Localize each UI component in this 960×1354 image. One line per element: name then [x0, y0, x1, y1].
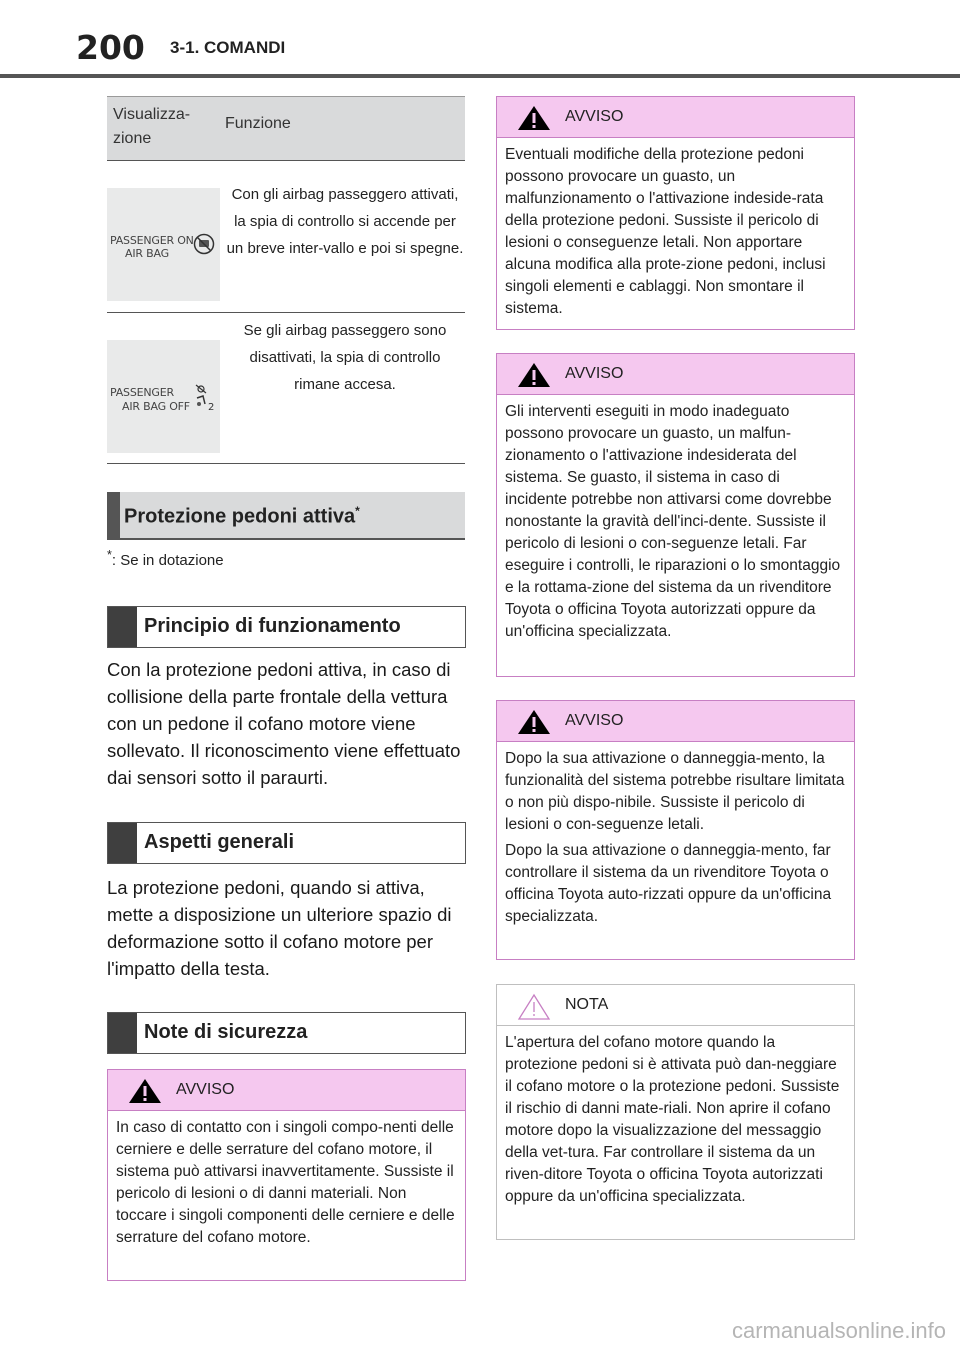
- column-header-display-text: Visualizza- zione: [113, 106, 191, 147]
- footnote: [107, 548, 224, 569]
- warning-box: [496, 700, 855, 960]
- warning-body: [497, 742, 854, 928]
- footnote-text: : Se in dotazione: [111, 552, 224, 569]
- indicator-label-line2: AIR BAG: [125, 247, 169, 260]
- section-heading: [107, 492, 465, 540]
- note-body: [497, 1026, 854, 1208]
- footnote-marker: *: [355, 504, 360, 518]
- header-rule: [0, 74, 960, 78]
- note-text: L'apertura del cofano motore quando la protezione pedoni si è attivata può dan-neggiare il cofano motore o la protezione pedoni. Sussiste il rischio di danni mate-riali. Non aprire il cofano motore dopo la visualizzazione del messaggio della vet-tura. Far controllare il sistema da un riven-ditore Toyota o officina Toyota autorizzati oppure da un'officina specializzata.: [505, 1034, 840, 1205]
- watermark: carmanualsonline.info: [731, 1318, 946, 1343]
- subheading-general: [107, 822, 466, 864]
- table-row: [107, 161, 465, 313]
- row-description: Se gli airbag passeggero sono disattivati, la spia di controllo rimane accesa.: [243, 322, 447, 393]
- page-header: [0, 0, 960, 78]
- heading-bar: [108, 823, 137, 863]
- column-header-function: Funzione: [225, 115, 291, 132]
- note-label: NOTA: [565, 996, 609, 1013]
- page-number: 200: [76, 28, 145, 67]
- warning-body: [497, 395, 854, 643]
- subheading-title: Note di sicurezza: [144, 1021, 308, 1043]
- warning-text: Eventuali modifiche della protezione pedoni possono provocare un guasto, un malfunzionamento o l'attivazione indeside-rata della protezione pedoni. Sussiste il pericolo di lesioni o conseguenze letali. Non apportare alcuna modifica alla prote-zione pedoni, inclusi singoli elementi e cablaggi. Non smontare il sistema.: [505, 146, 826, 317]
- warning-triangle-icon: [128, 1078, 162, 1104]
- warning-triangle-icon: [517, 709, 551, 735]
- principle-text: Con la protezione pedoni attiva, in caso di collisione della parte frontale della vettura con un pedone il cofano motore viene sollevato. Il riconoscimento viene effettuato dai sensori sotto il paraurti.: [107, 659, 461, 788]
- warning-header: [108, 1070, 465, 1111]
- note-header: [497, 985, 854, 1026]
- subheading-safety: [107, 1012, 466, 1054]
- warning-body: [497, 138, 854, 320]
- indicator-label-line1: PASSENGER: [110, 386, 174, 399]
- indicator-table: [107, 96, 465, 464]
- airbag-off-icon: [193, 384, 217, 412]
- subheading-principle: [107, 606, 466, 648]
- warning-triangle-icon: [517, 105, 551, 131]
- heading-bar: [108, 607, 137, 647]
- warning-box: [107, 1069, 466, 1281]
- warning-triangle-icon: [517, 362, 551, 388]
- warning-box: [496, 353, 855, 677]
- passenger-airbag-off-indicator: [107, 340, 220, 453]
- general-text: La protezione pedoni, quando si attiva, mette a disposizione un ulteriore spazio di deformazione sotto il cofano motore per l'impatto della testa.: [107, 877, 452, 979]
- warning-text: Dopo la sua attivazione o danneggia-mento, la funzionalità del sistema potrebbe risultare limitata o non più dispo-nibile. Sussiste il pericolo di lesioni o con-seguenze letali.: [505, 750, 845, 833]
- warning-label: AVVISO: [176, 1081, 235, 1098]
- warning-label: AVVISO: [565, 365, 624, 382]
- caution-outline-triangle-icon: [517, 993, 551, 1021]
- warning-text: In caso di contatto con i singoli compo-nenti delle cerniere e delle serrature del cofano motore, il sistema può attivarsi inavvertitamente. Sussiste il pericolo di lesioni o di danni materiali. Non toccare i singoli componenti delle cerniere e delle serrature del cofano motore.: [116, 1119, 455, 1246]
- svg-text:2: 2: [208, 402, 215, 412]
- warning-header: [497, 354, 854, 395]
- indicator-label-line2: AIR BAG OFF: [122, 400, 190, 413]
- section-title-text: Protezione pedoni attiva: [124, 505, 356, 528]
- table-row: [107, 313, 465, 464]
- table-header: [107, 96, 465, 161]
- warning-text: Dopo la sua attivazione o danneggia-mento, far controllare il sistema da un rivenditore Toyota o officina Toyota auto-rizzati oppure da un'officina specializzata.: [505, 842, 832, 925]
- column-header-display: [113, 103, 190, 151]
- subheading-title: Principio di funzionamento: [144, 615, 401, 637]
- note-box: [496, 984, 855, 1240]
- chapter-title: 3-1. COMANDI: [170, 38, 286, 57]
- indicator-label-line1: PASSENGER ON: [110, 234, 194, 247]
- warning-header: [497, 97, 854, 138]
- heading-bar: [108, 1013, 137, 1053]
- passenger-airbag-on-indicator: [107, 188, 220, 301]
- warning-header: [497, 701, 854, 742]
- footnote-marker: *: [107, 548, 112, 562]
- warning-box: [496, 96, 855, 330]
- heading-bar: [107, 492, 120, 538]
- row-description: Con gli airbag passeggero attivati, la spia di controllo si accende per un breve inter-vallo e poi si spegne.: [226, 186, 464, 257]
- subheading-title: Aspetti generali: [144, 831, 295, 853]
- warning-body: [108, 1111, 465, 1249]
- section-title: [124, 504, 360, 529]
- warning-label: AVVISO: [565, 712, 624, 729]
- warning-text: Gli interventi eseguiti in modo inadeguato possono provocare un guasto, un malfun-zionamento o l'attivazione indesiderata del sistema. Se guasto, il sistema in caso di incidente potrebbe non attivarsi come dovrebbe nonostante la gravità dell'inci-dente. Sussiste il pericolo di lesioni o con-seguenze letali. Far eseguire i controlli, le riparazioni o lo smontaggio e la rottama-zione del sistema da un rivenditore Toyota o officina Toyota autorizzati oppure da un'officina specializzata.: [505, 403, 841, 640]
- warning-label: AVVISO: [565, 108, 624, 125]
- passenger-seat-icon: [193, 233, 215, 255]
